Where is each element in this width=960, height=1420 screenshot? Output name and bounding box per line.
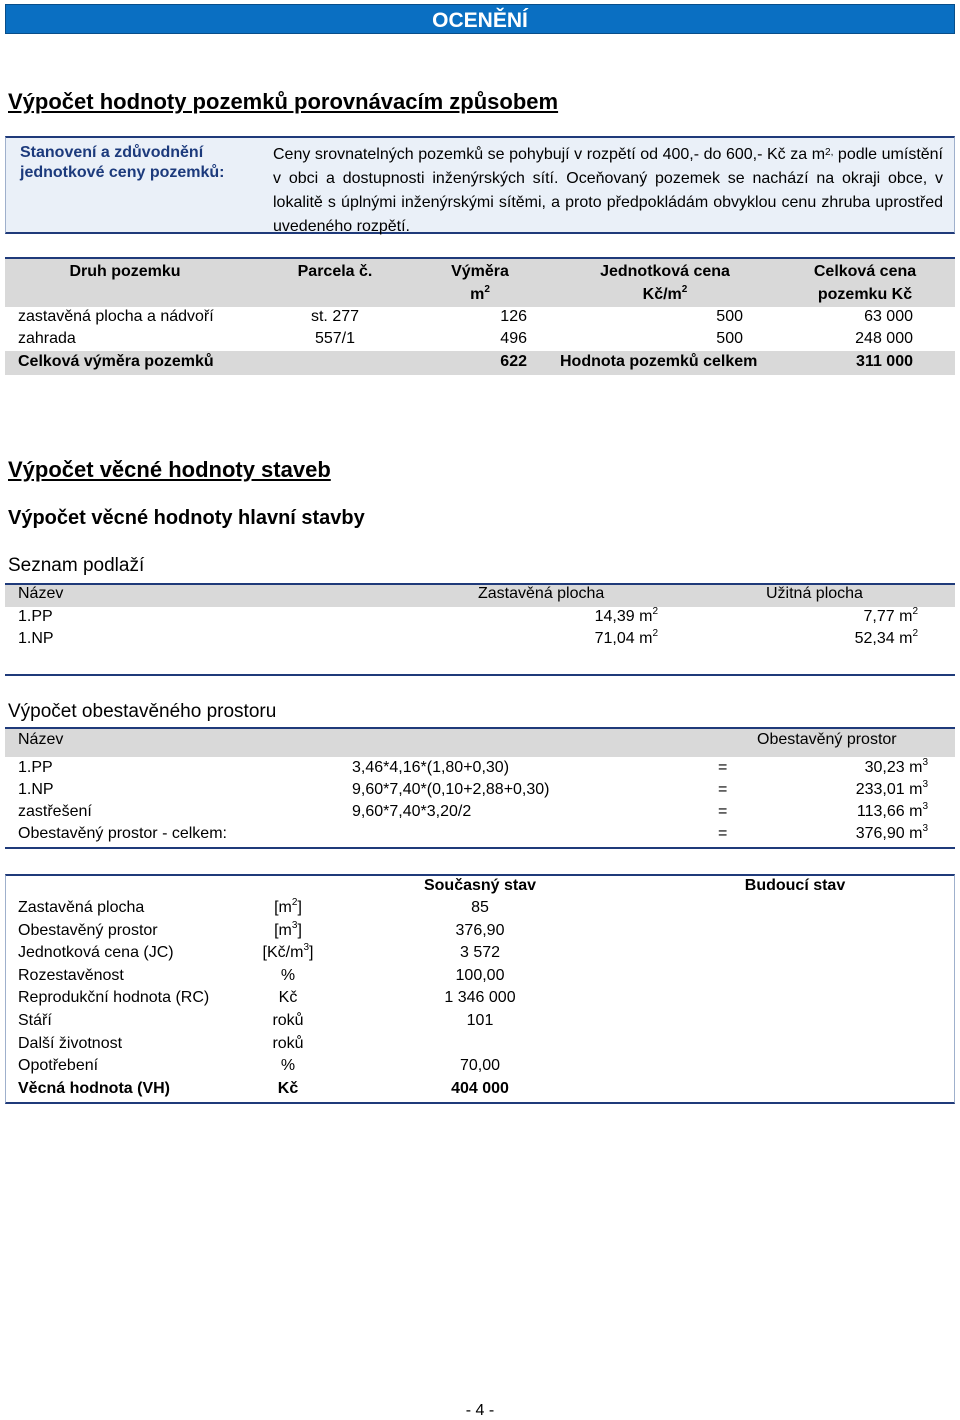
justification-text-part2: podle umístění v obci a dostupnosti inženýrských sítí. Oceňovaný pozemek se nachází na okraji obce, v lokalitě s úplnými inženýrskými sítěmi, a proto předpokládám obvyklou cenu zhruba uprostřed uvedeného rozpětí. (273, 146, 944, 235)
valuation-row-current: 3 572 (459, 944, 501, 962)
volume-heading: Výpočet obestavěného prostoru (8, 701, 277, 722)
land-header-celk-unit: pozemku Kč (817, 286, 913, 303)
valuation-header-current: Současný stav (423, 877, 537, 894)
land-row1-vymera: 126 (500, 308, 527, 325)
volume-row1-eq: = (718, 759, 728, 776)
land-row2-parcela: 557/1 (314, 330, 356, 347)
land-row2-celk: 248 000 (855, 330, 913, 347)
valuation-total-label: Věcná hodnota (VH) (18, 1080, 171, 1097)
land-row1-celk: 63 000 (864, 308, 913, 325)
volume-bottom-rule (5, 847, 955, 849)
valuation-row-label: Jednotková cena (JC) (18, 944, 174, 962)
valuation-header-future: Budoucí stav (744, 877, 846, 894)
page-number: - 4 - (465, 1402, 495, 1419)
valuation-row-label: Další životnost (18, 1034, 123, 1052)
valuation-row-unit: $[Kč/m^3]$ (262, 942, 314, 962)
floors-row1-built: 14,39 $m^2$ (594, 606, 658, 625)
land-header-vymera: Výměra (451, 263, 509, 280)
floors-bottom-rule (5, 674, 955, 676)
land-heading: Výpočet hodnoty pozemků porovnávacím způsobem (8, 89, 559, 114)
valuation-row-label: Zastavěná plocha (18, 899, 145, 916)
floors-row2-name: 1.NP (18, 630, 54, 647)
valuation-row-unit: roků (272, 1034, 304, 1052)
justification-label: Stanovení a zdůvodnění jednotkové ceny pozemků: (20, 144, 225, 181)
valuation-row-unit: roků (272, 1012, 304, 1029)
volume-row3-eq: = (718, 803, 728, 820)
volume-total-eq: = (718, 825, 728, 842)
valuation-row-current: 376,90 (455, 921, 505, 939)
land-row2-druh: zahrada (18, 330, 76, 347)
floors-header-built: Zastavěná plocha (478, 585, 605, 602)
land-header-parcela: Parcela č. (297, 263, 373, 280)
volume-total-name: Obestavěný prostor - celkem: (18, 825, 227, 842)
volume-row1-name: 1.PP (18, 759, 53, 776)
valuation-row-label: Opotřebení (18, 1057, 99, 1075)
land-header-jedn-unit: $Kč/m^2$ (642, 284, 688, 303)
land-row1-jedn: 500 (716, 308, 743, 325)
land-total-vymera: 622 (500, 353, 527, 370)
buildings-heading: Výpočet věcné hodnoty staveb (8, 457, 331, 482)
valuation-row-label: Stáří (18, 1012, 52, 1029)
volume-row1-formula: 3,46*4,16*(1,80+0,30) (352, 759, 510, 776)
land-total-value-label: Hodnota pozemků celkem (560, 353, 758, 370)
volume-header-volume: Obestavěný prostor (757, 731, 897, 748)
land-row1-parcela: st. 277 (310, 308, 360, 325)
volume-row2-eq: = (718, 781, 728, 798)
volume-row2-formula: 9,60*7,40*(0,10+2,88+0,30) (352, 781, 550, 798)
land-header-jedn: Jednotková cena (600, 263, 730, 280)
land-total-label: Celková výměra pozemků (18, 353, 214, 370)
valuation-row-unit: $[m^3]$ (274, 919, 302, 939)
land-row2-jedn: 500 (716, 330, 743, 347)
valuation-row-label: Reprodukční hodnota (RC) (18, 989, 210, 1007)
valuation-row-current: 101 (466, 1012, 494, 1029)
justification-text-part1: Ceny srovnatelných pozemků se pohybují v rozpětí od 400,- do 600,- Kč za m (273, 146, 826, 163)
volume-row3-name: zastřešení (18, 803, 92, 820)
valuation-row-current: 85 (471, 899, 489, 916)
volume-row2-value: 233,01 $m^3$ (855, 779, 928, 798)
buildings-subheading: Výpočet věcné hodnoty hlavní stavby (8, 507, 365, 529)
land-total-value: 311 000 (856, 353, 913, 370)
floors-row2-built: 71,04 $m^2$ (594, 628, 658, 647)
banner (5, 4, 955, 34)
valuation-total-current: 404 000 (451, 1080, 509, 1097)
volume-row1-value: 30,23 $m^3$ (864, 757, 928, 776)
valuation-row-unit: $[m^2]$ (274, 897, 302, 916)
floors-header-usable: Užitná plocha (766, 585, 863, 602)
volume-header-name: Název (18, 731, 64, 748)
volume-row3-value: 113,66 $m^3$ (856, 801, 928, 820)
valuation-row-current: 100,00 (455, 966, 505, 984)
valuation-row-unit: % (280, 966, 296, 984)
volume-row3-formula: 9,60*7,40*3,20/2 (352, 803, 472, 820)
valuation-total-unit: Kč (277, 1080, 299, 1097)
floors-heading: Seznam podlaží (8, 555, 145, 576)
valuation-row-current: 1 346 000 (444, 989, 516, 1007)
land-header-celk: Celková cena (813, 263, 917, 280)
land-row2-vymera: 496 (500, 330, 527, 347)
valuation-row-unit: Kč (278, 989, 298, 1007)
land-header-vymera-unit: $m^2$ (470, 284, 490, 303)
floors-row1-usable: 7,77 $m^2$ (863, 606, 918, 625)
floors-row2-usable: 52,34 $m^2$ (854, 628, 918, 647)
land-row1-druh: zastavěná plocha a nádvoří (18, 308, 214, 325)
justification-text (273, 143, 943, 239)
justification-sup: 2, (825, 147, 834, 158)
floors-row1-name: 1.PP (18, 608, 53, 625)
valuation-row-label: Obestavěný prostor (18, 921, 158, 939)
volume-row2-name: 1.NP (18, 781, 54, 798)
floors-header-name: Název (18, 585, 64, 602)
valuation-row-label: Rozestavěnost (18, 966, 124, 984)
land-header-druh: Druh pozemku (69, 263, 181, 280)
banner-title: OCENĚNÍ (432, 9, 528, 32)
valuation-row-unit: % (280, 1057, 296, 1075)
volume-total-value: 376,90 $m^3$ (855, 823, 928, 842)
valuation-row-current: 70,00 (459, 1057, 501, 1075)
